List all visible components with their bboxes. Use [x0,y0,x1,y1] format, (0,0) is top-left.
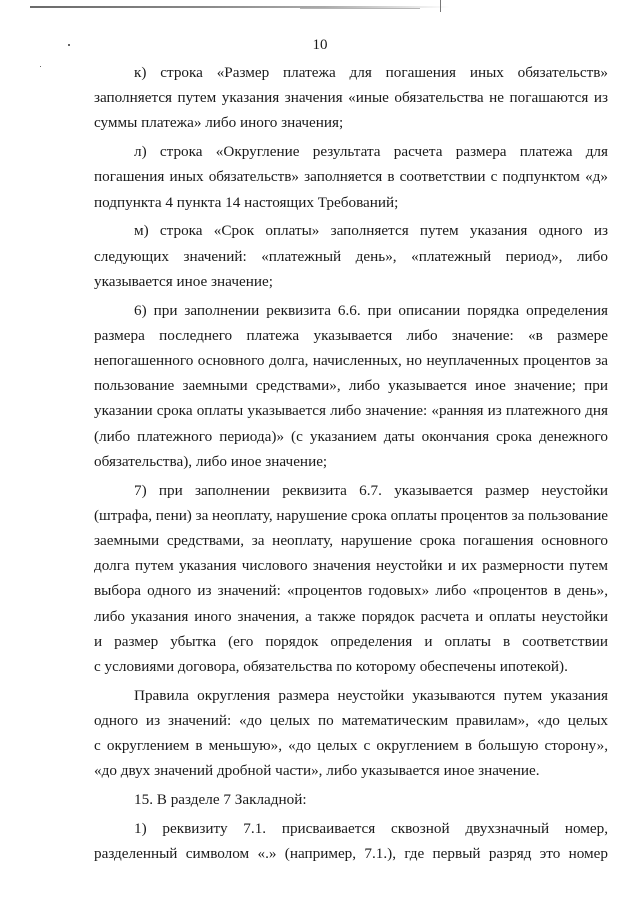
text-line: суммы платежа» либо иного значения; [94,114,344,132]
text-line: к) строка «Размер платежа для погашения иных обязательств» [134,64,608,81]
text-line: 6) при заполнении реквизита 6.6. при описании порядка определения [134,301,608,319]
text-line: обязательства), либо иное значение; [94,452,328,470]
text-line: размера последнего платежа указывается либо значение: «в размере [94,326,608,344]
text-line: с округлением в меньшую», «до целых с округлением в большую сторону», [94,737,608,755]
text-line: Правила округления размера неустойки указываются путем указания [134,686,608,704]
scan-speck [40,66,41,67]
text-line: и размер убытка (его порядок определения и оплаты в соответствии [94,632,608,650]
text-line: м) строка «Срок оплаты» заполняется путем указания одного из [134,222,608,240]
text-line: л) строка «Округление результата расчета размера платежа для [134,143,608,161]
text-line: указывается иное значение; [94,272,273,290]
scan-edge-line-secondary [300,8,420,9]
text-line: указании срока оплаты указывается либо значение: «ранняя из платежного дня [94,402,608,420]
text-line: долга путем указания числового значения неустойки и их размерности путем [94,557,608,575]
text-line: заполняется путем указания значения «иные обязательства не погашаются из [94,89,608,107]
text-line: заемными средствами, за неоплату, нарушение срока погашения основного [94,532,608,550]
scan-edge-mark [440,0,441,12]
document-body [94,60,608,866]
text-line: с условиями договора, обязательства по которому обеспечены ипотекой). [94,658,568,676]
text-line: выбора одного из значений: «процентов годовых» либо «процентов в день», [94,582,608,600]
text-line: одного из значений: «до целых по математическим правилам», «до целых [94,712,608,730]
text-line: 1) реквизиту 7.1. присваивается сквозной двухзначный номер, [134,820,608,838]
text-line: следующих значений: «платежный день», «платежный период», либо [94,247,608,265]
text-line: «до двух значений дробной части», либо указывается иное значение. [94,762,540,780]
text-line: непогашенного основного долга, начисленных, но неуплаченных процентов за [94,352,608,370]
text-line: пользование заемными средствами», либо указывается иное значение; при [94,377,608,395]
page-number: 10 [312,37,328,53]
text-line: 15. В разделе 7 Закладной: [134,791,307,809]
text-line: подпункта 4 пункта 14 настоящих Требований; [94,193,399,211]
text-line: (штрафа, пени) за неоплату, нарушение срока оплаты процентов за пользование [94,506,608,524]
text-line: разделенный символом «.» (например, 7.1.), где первый разряд это номер [94,845,608,863]
text-line: погашения иных обязательств» заполняется в соответствии с подпунктом «д» [94,168,608,186]
text-line: либо указания иного значения, а также порядок расчета и оплаты неустойки [94,607,608,625]
text-line: 7) при заполнении реквизита 6.7. указывается размер неустойки [134,481,608,499]
text-line: (либо платежного периода)» (с указанием даты окончания срока денежного [94,427,608,445]
